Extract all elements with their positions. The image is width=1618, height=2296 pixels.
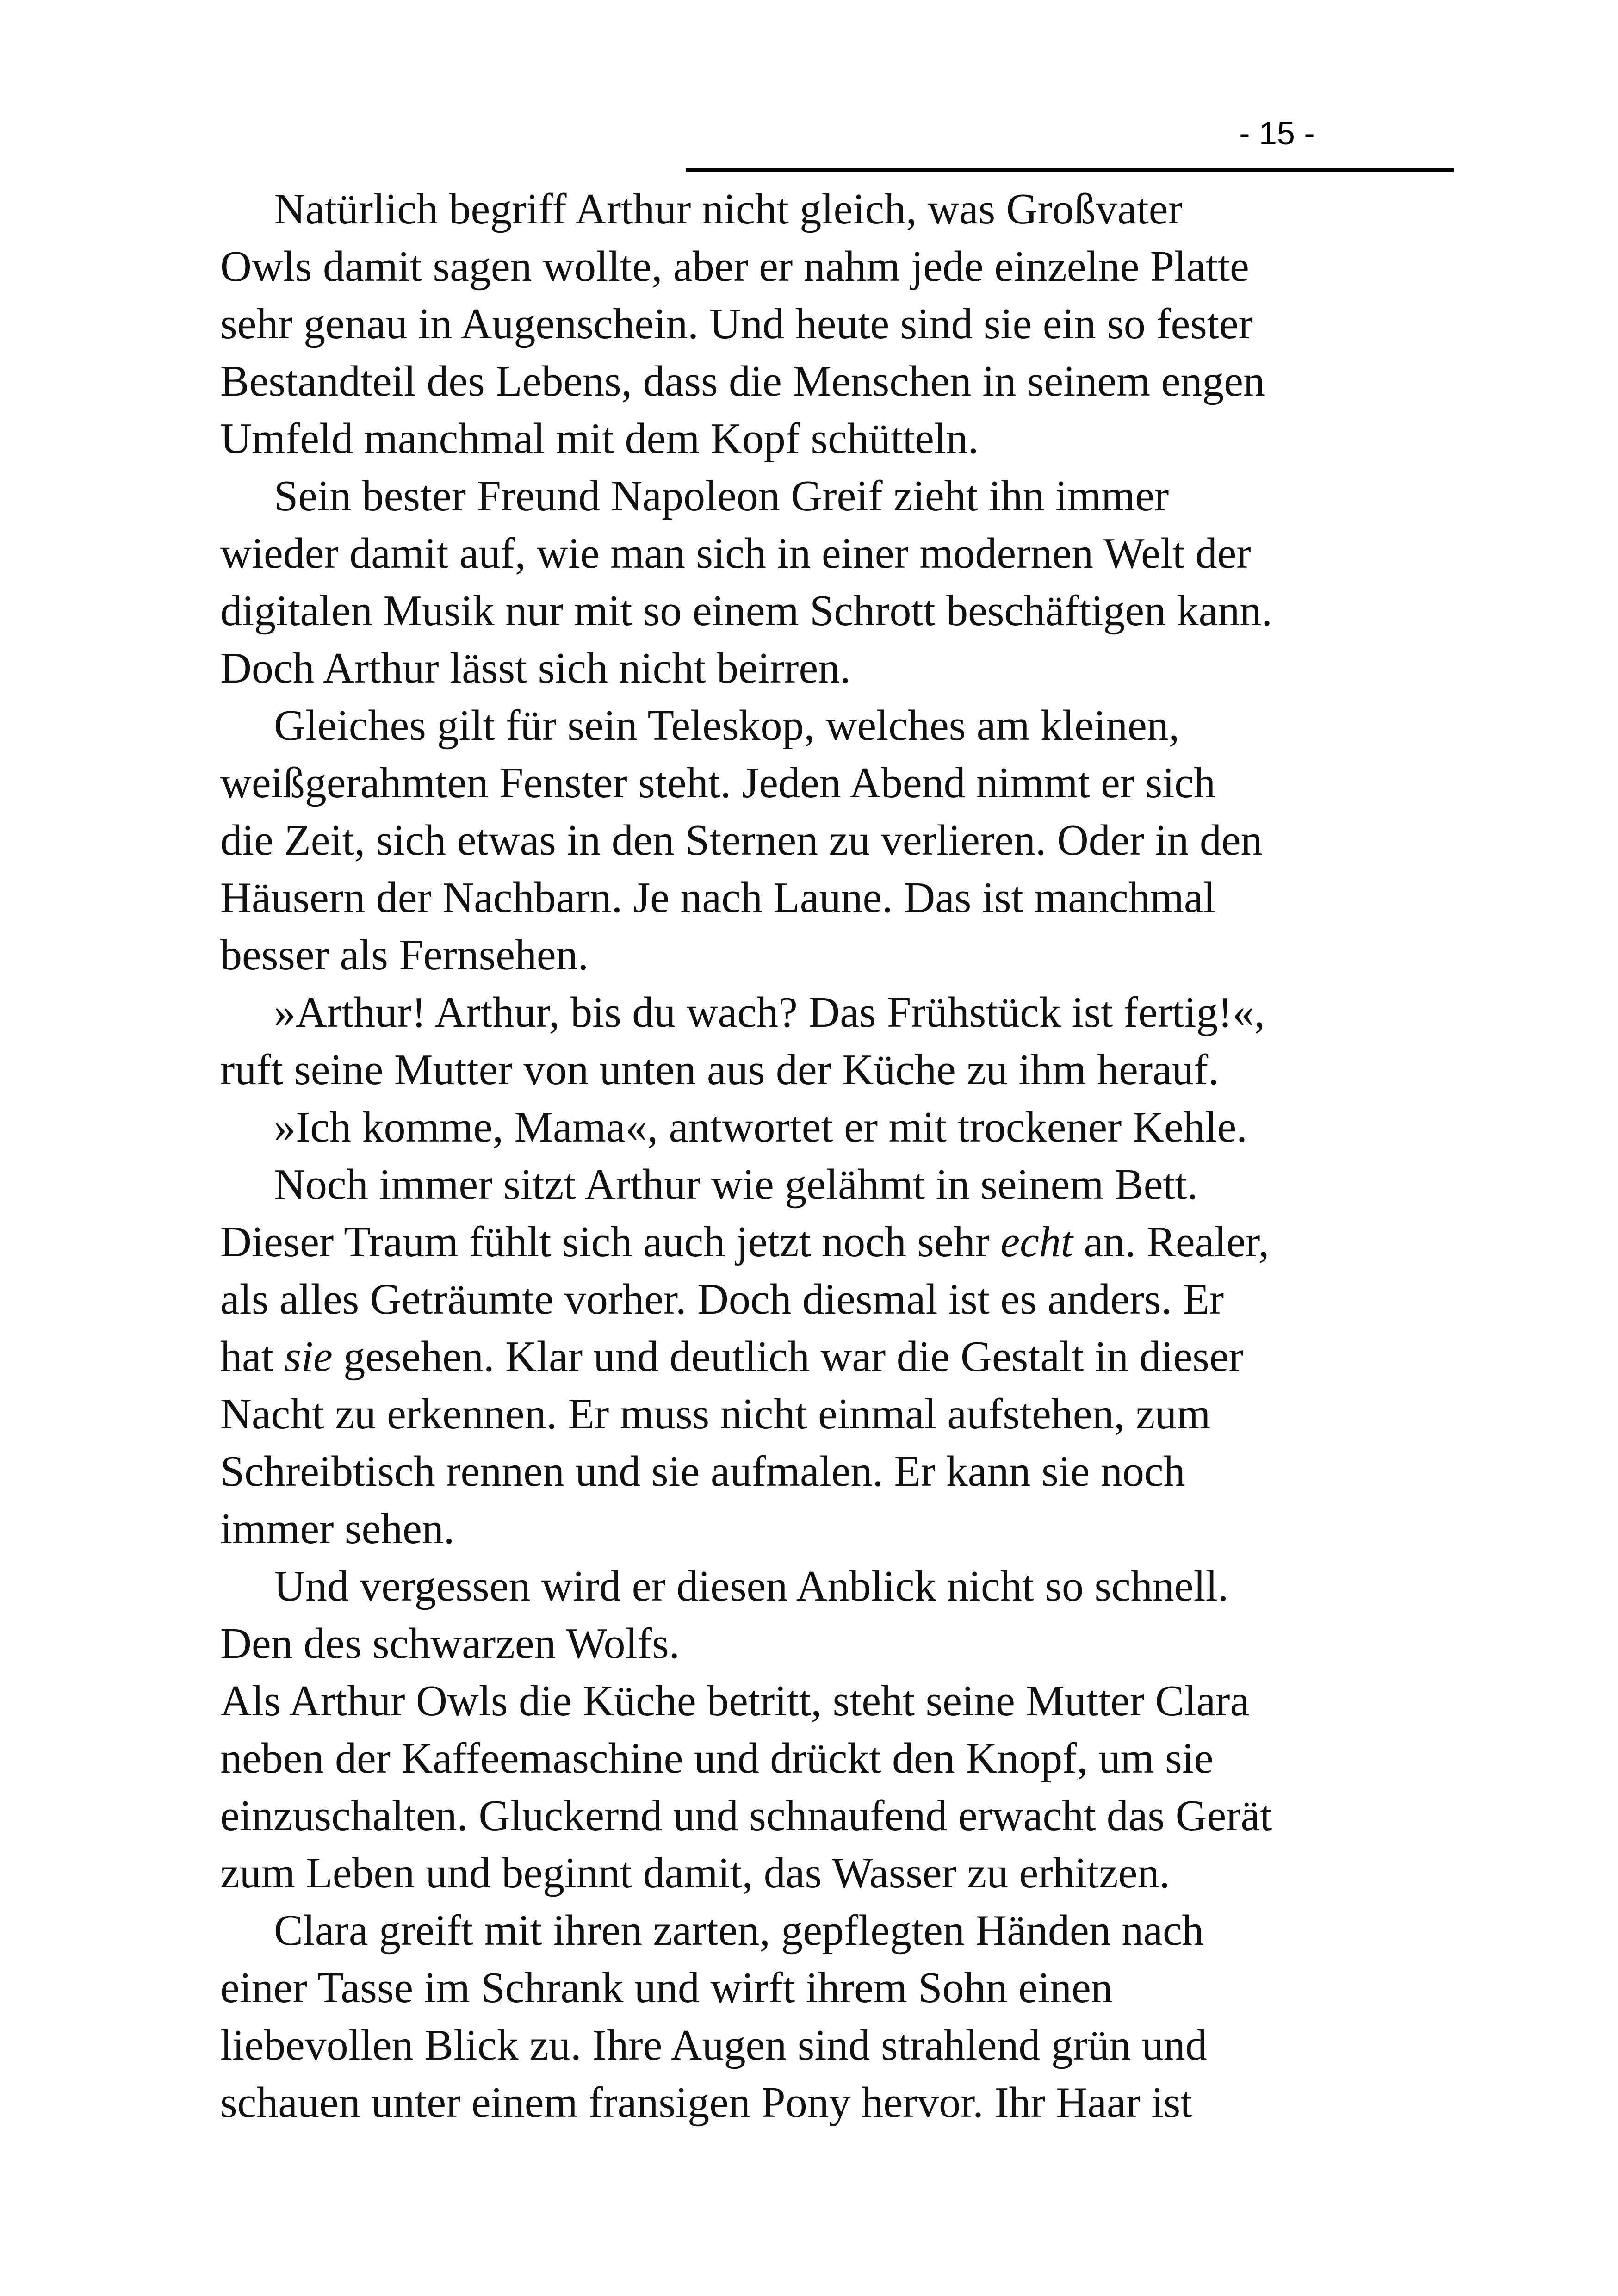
text-line: schauen unter einem fransigen Pony hervor. Ihr Haar ist	[220, 2079, 1193, 2127]
text-line: zum Leben und beginnt damit, das Wasser zu erhitzen.	[220, 1849, 1170, 1897]
paragraph	[220, 1672, 1405, 1902]
paragraph	[220, 1558, 1405, 1672]
paragraph	[220, 180, 1405, 467]
text-line: liebevollen Blick zu. Ihre Augen sind strahlend grün und	[220, 2021, 1207, 2069]
text-line: ruft seine Mutter von unten aus der Küche zu ihm herauf.	[220, 1046, 1219, 1094]
text-line: digitalen Musik nur mit so einem Schrott beschäftigen kann.	[220, 587, 1272, 635]
paragraph	[220, 1156, 1405, 1558]
text-line: als alles Geträumte vorher. Doch diesmal ist es anders. Er	[220, 1275, 1224, 1323]
emphasis-text: echt	[1000, 1218, 1073, 1266]
paragraph	[220, 1902, 1405, 2131]
text-line: Umfeld manchmal mit dem Kopf schütteln.	[220, 415, 979, 463]
text-line: Bestandteil des Lebens, dass die Menschen in seinem engen	[220, 357, 1265, 405]
text-line: Den des schwarzen Wolfs.	[220, 1620, 680, 1668]
text-line: besser als Fernsehen.	[220, 931, 589, 979]
text-line: Als Arthur Owls die Küche betritt, steht seine Mutter Clara	[220, 1677, 1250, 1725]
emphasis-text: sie	[284, 1333, 333, 1381]
text-line: Doch Arthur lässt sich nicht beirren.	[220, 644, 851, 692]
text-line: Sein bester Freund Napoleon Greif zieht ihn immer	[274, 472, 1169, 520]
text-line: Gleiches gilt für sein Teleskop, welches am kleinen,	[274, 701, 1180, 750]
text-line: Noch immer sitzt Arthur wie gelähmt in seinem Bett.	[274, 1160, 1198, 1209]
paragraph	[220, 467, 1405, 697]
text-line: Nacht zu erkennen. Er muss nicht einmal aufstehen, zum	[220, 1390, 1211, 1438]
text-line: Natürlich begriff Arthur nicht gleich, was Großvater	[274, 185, 1183, 233]
text-line: »Ich komme, Mama«, antwortet er mit trockener Kehle.	[274, 1103, 1247, 1151]
paragraph	[220, 984, 1405, 1098]
text-line: »Arthur! Arthur, bis du wach? Das Frühstück ist fertig!«,	[274, 988, 1265, 1036]
text-line: Schreibtisch rennen und sie aufmalen. Er kann sie noch	[220, 1447, 1185, 1496]
text-line: Dieser Traum fühlt sich auch jetzt noch sehr echt an. Realer,	[220, 1218, 1270, 1266]
text-line: Clara greift mit ihren zarten, gepflegten Händen nach	[274, 1906, 1204, 1955]
paragraph	[220, 697, 1405, 984]
text-line: die Zeit, sich etwas in den Sternen zu verlieren. Oder in den	[220, 816, 1263, 864]
text-line: Und vergessen wird er diesen Anblick nicht so schnell.	[274, 1562, 1229, 1610]
paragraph	[220, 1098, 1405, 1156]
text-line: weißgerahmten Fenster steht. Jeden Abend nimmt er sich	[220, 759, 1216, 807]
header-rule	[686, 168, 1454, 172]
body-text	[220, 180, 1405, 2131]
page-number: - 15 -	[1239, 115, 1315, 151]
text-line: neben der Kaffeemaschine und drückt den Knopf, um sie	[220, 1734, 1214, 1782]
text-line: hat sie gesehen. Klar und deutlich war die Gestalt in dieser	[220, 1333, 1243, 1381]
text-line: einer Tasse im Schrank und wirft ihrem Sohn einen	[220, 1964, 1113, 2012]
text-line: sehr genau in Augenschein. Und heute sind sie ein so fester	[220, 300, 1253, 348]
text-line: wieder damit auf, wie man sich in einer modernen Welt der	[220, 529, 1251, 577]
text-line: Häusern der Nachbarn. Je nach Laune. Das ist manchmal	[220, 874, 1215, 922]
text-line: Owls damit sagen wollte, aber er nahm jede einzelne Platte	[220, 242, 1249, 291]
text-line: einzuschalten. Gluckernd und schnaufend erwacht das Gerät	[220, 1792, 1272, 1840]
text-line: immer sehen.	[220, 1505, 455, 1553]
